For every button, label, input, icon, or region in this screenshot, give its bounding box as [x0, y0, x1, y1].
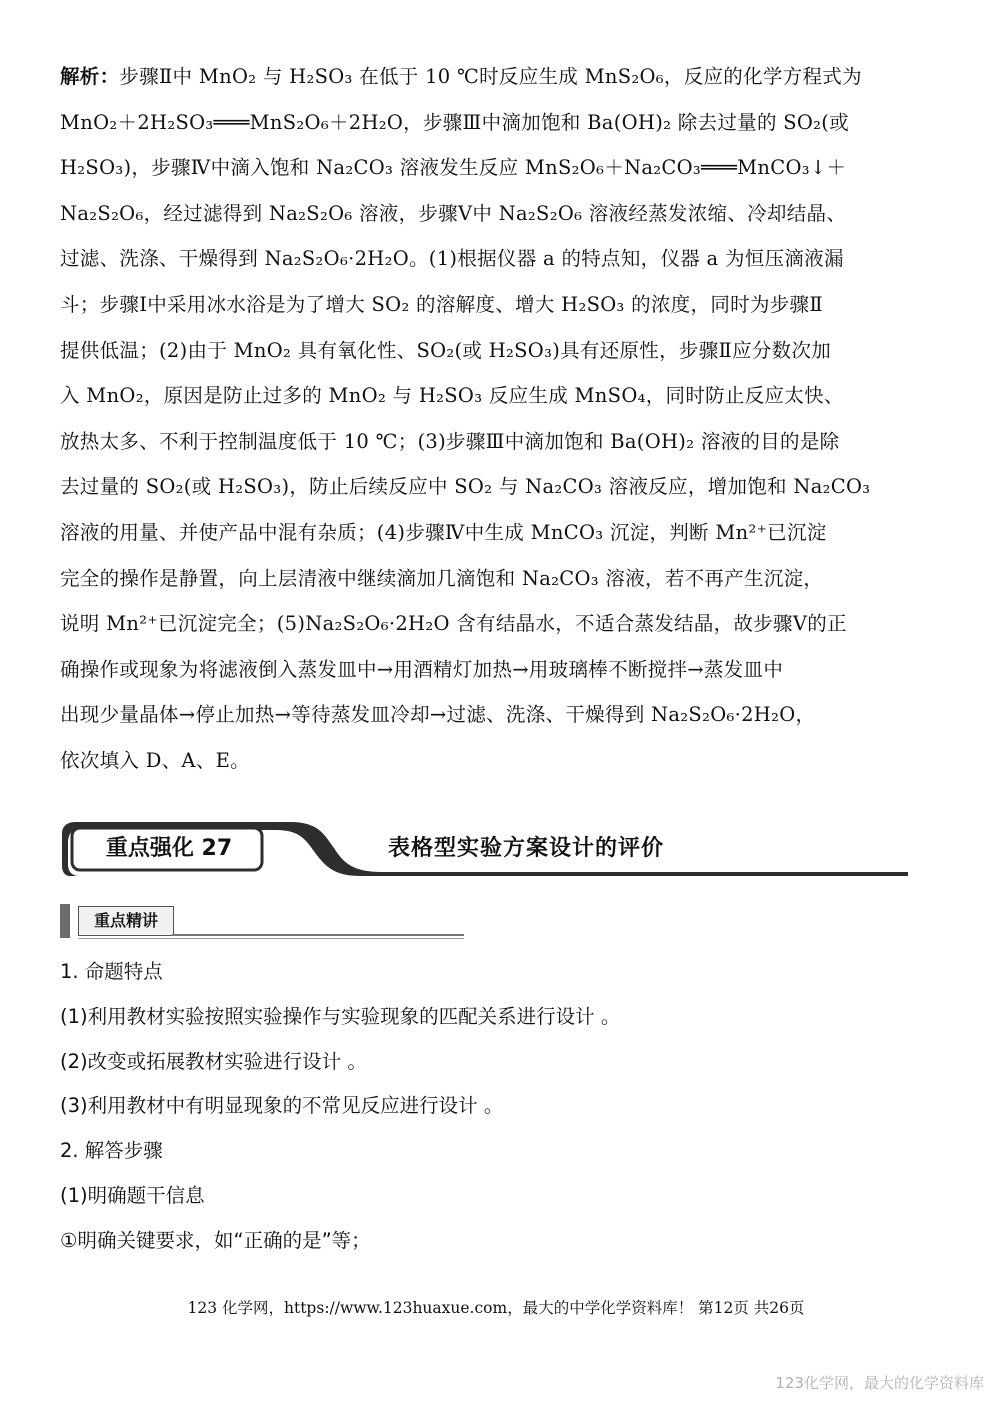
section-rule [172, 934, 464, 936]
watermark: 123化学网，最大的化学资料库 [775, 1374, 984, 1392]
section-bar [60, 904, 70, 938]
point-item: ①明确关键要求，如“正确的是”等； [60, 1228, 371, 1252]
point-item: (1)明确题干信息 [60, 1183, 205, 1207]
analysis-line: 确操作或现象为将滤液倒入蒸发皿中→用酒精灯加热→用玻璃棒不断搅拌→蒸发皿中 [60, 657, 784, 681]
point-heading: 2. 解答步骤 [60, 1139, 163, 1163]
point-item: (2)改变或拓展教材实验进行设计 。 [60, 1049, 367, 1073]
banner-title: 表格型实验方案设计的评价 [388, 836, 665, 861]
key-points [60, 950, 932, 1264]
analysis-line: 出现少量晶体→停止加热→等待蒸发皿冷却→过滤、洗涤、干燥得到 Na₂S₂O₆·2H₂O， [60, 703, 816, 727]
analysis-line: 过滤、洗涤、干燥得到 Na₂S₂O₆·2H₂O。(1)根据仪器 a 的特点知，仪器 a 为恒压滴液漏 [60, 247, 844, 271]
section-banner [62, 820, 908, 878]
analysis-line: 溶液的用量、并使产品中混有杂质；(4)步骤Ⅳ中生成 MnCO₃ 沉淀，判断 Mn²⁺已沉淀 [60, 520, 827, 544]
analysis-line: 完全的操作是静置，向上层清液中继续滴加几滴饱和 Na₂CO₃ 溶液，若不再产生沉淀， [60, 566, 824, 590]
analysis-line: 去过量的 SO₂(或 H₂SO₃)，防止后续反应中 SO₂ 与 Na₂CO₃ 溶液反应，增加饱和 Na₂CO₃ [60, 475, 871, 499]
analysis-line: 放热太多、不利于控制温度低于 10 ℃；(3)步骤Ⅲ中滴加饱和 Ba(OH)₂ 溶液的目的是除 [60, 429, 840, 453]
analysis-line: 解析：步骤Ⅱ中 MnO₂ 与 H₂SO₃ 在低于 10 ℃时反应生成 MnS₂O₆，反应的化学方程式为 [60, 65, 862, 88]
analysis-line: Na₂S₂O₆，经过滤得到 Na₂S₂O₆ 溶液，步骤Ⅴ中 Na₂S₂O₆ 溶液经蒸发浓缩、冷却结晶、 [60, 201, 847, 225]
analysis-line: 入 MnO₂，原因是防止过多的 MnO₂ 与 H₂SO₃ 反应生成 MnSO₄，同时防止反应太快、 [60, 384, 844, 408]
analysis-paragraph [60, 54, 932, 784]
section-label: 重点精讲 [78, 906, 174, 936]
analysis-line: MnO₂＋2H₂SO₃═══MnS₂O₆＋2H₂O，步骤Ⅲ中滴加饱和 Ba(OH)₂ 除去过量的 SO₂(或 [60, 110, 850, 134]
page-footer: 123 化学网，https://www.123huaxue.com，最大的中学化学资料库！ 第12页 共26页 [187, 1299, 805, 1317]
banner-label: 重点强化 27 [105, 836, 233, 861]
analysis-line: 说明 Mn²⁺已沉淀完全；(5)Na₂S₂O₆·2H₂O 含有结晶水，不适合蒸发结晶，故步骤Ⅴ的正 [60, 612, 847, 636]
section-rule-lower [78, 938, 464, 939]
point-heading: 1. 命题特点 [60, 960, 163, 983]
analysis-line: H₂SO₃)，步骤Ⅳ中滴入饱和 Na₂CO₃ 溶液发生反应 MnS₂O₆＋Na₂CO₃═══MnCO₃↓＋ [60, 156, 847, 180]
analysis-line: 依次填入 D、A、E。 [60, 748, 250, 772]
point-item: (3)利用教材中有明显现象的不常见反应进行设计 。 [60, 1094, 504, 1118]
analysis-label: 解析： [60, 65, 120, 88]
section-heading [60, 904, 464, 938]
point-item: (1)利用教材实验按照实验操作与实验现象的匹配关系进行设计 。 [60, 1004, 621, 1028]
analysis-line: 提供低温；(2)由于 MnO₂ 具有氧化性、SO₂(或 H₂SO₃)具有还原性，步骤Ⅱ应分数次加 [60, 338, 832, 362]
analysis-line: 斗；步骤Ⅰ中采用冰水浴是为了增大 SO₂ 的溶解度、增大 H₂SO₃ 的浓度，同时为步骤Ⅱ [60, 292, 823, 316]
